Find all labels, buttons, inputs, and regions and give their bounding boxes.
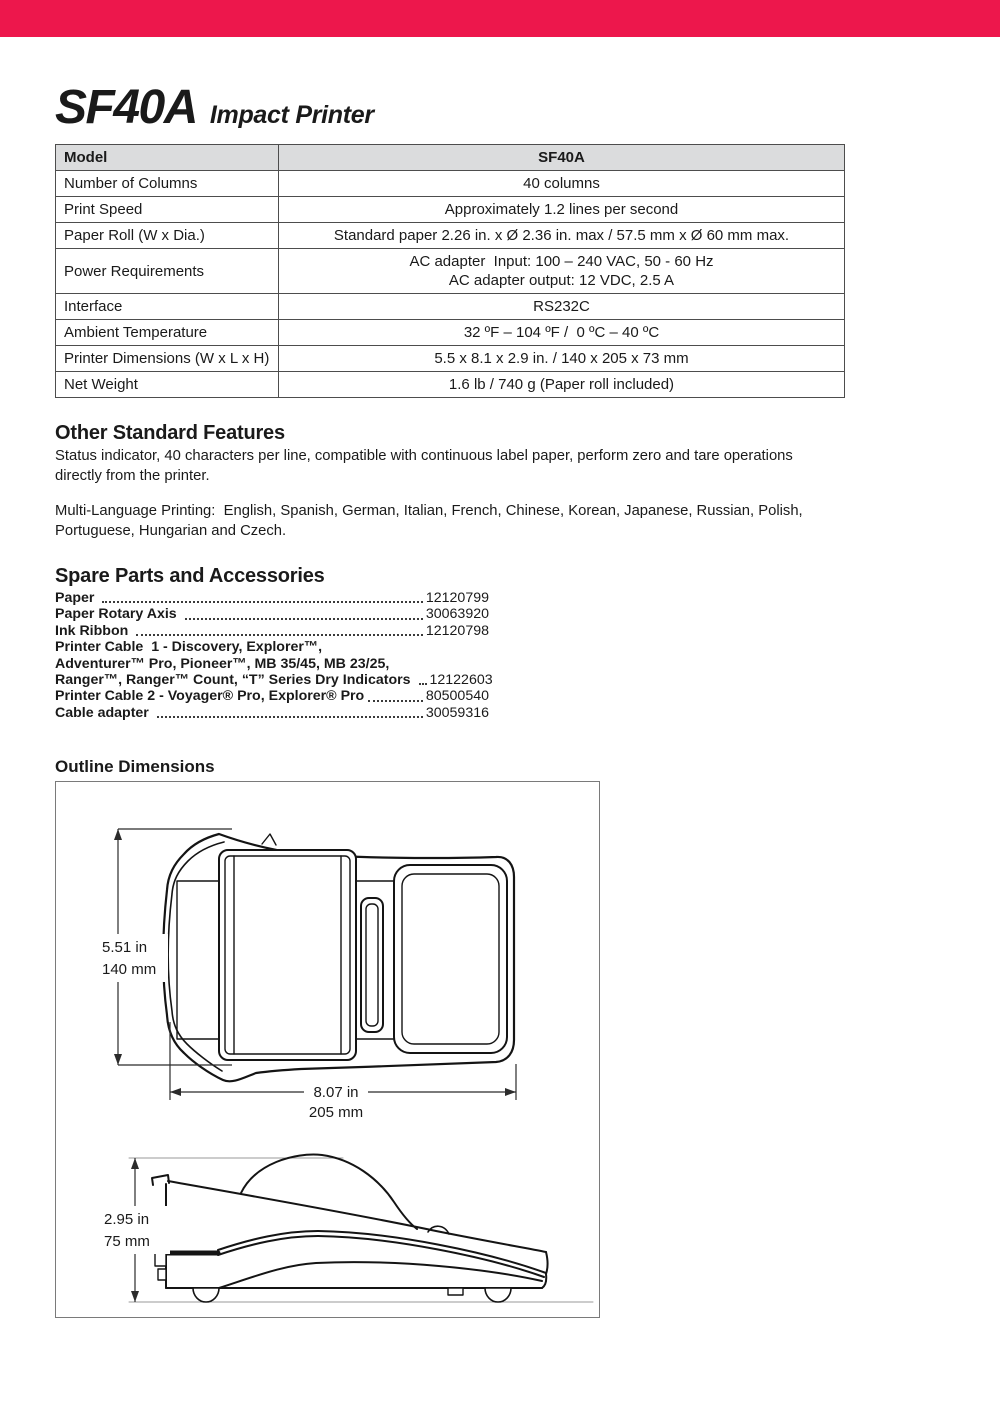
side-view-height-inches-label: 2.95 in (104, 1211, 150, 1229)
spec-value-cell: 40 columns (279, 171, 845, 197)
spec-table-row (56, 171, 845, 197)
spare-part-label: Ink Ribbon (55, 622, 133, 639)
printer-side-view-drawing (129, 1155, 593, 1302)
spare-parts-heading: Spare Parts and Accessories (55, 565, 325, 587)
spec-value-cell: RS232C (279, 294, 845, 320)
top-view-height-dimension (94, 829, 232, 1065)
spec-table-row (56, 249, 845, 294)
spec-value-cell: 32 ºF – 104 ºF / 0 ºC – 40 ºC (279, 320, 845, 346)
spare-part-number: 30059316 (425, 704, 489, 721)
printer-foot (485, 1288, 511, 1302)
spec-label-cell: Interface (56, 294, 279, 320)
arrow-up-icon (114, 829, 122, 840)
spec-table-row (56, 320, 845, 346)
dotted-leader (419, 683, 427, 685)
arrow-left-icon (170, 1088, 181, 1096)
spec-value-cell: 5.5 x 8.1 x 2.9 in. / 140 x 205 x 73 mm (279, 346, 845, 372)
outline-dimensions-diagram (56, 782, 599, 1317)
spec-label-cell: Model (56, 145, 279, 171)
dotted-leader (185, 618, 423, 620)
paragraph-line: Multi-Language Printing: English, Spanish, German, Italian, French, Chinese, Korean, Japanese, Russian, Polish, (55, 503, 803, 519)
spec-value-cell: AC adapter Input: 100 – 240 VAC, 50 - 60 Hz AC adapter output: 12 VDC, 2.5 A (279, 249, 845, 294)
spare-part-label: Ranger™, Ranger™ Count, “T” Series Dry Indicators (55, 672, 415, 689)
product-model-title: SF40A (55, 81, 197, 134)
spec-label-cell: Number of Columns (56, 171, 279, 197)
paragraph-line: directly from the printer. (55, 468, 210, 484)
spare-part-line (55, 639, 489, 655)
spec-table-row (56, 223, 845, 249)
accent-top-bar (0, 0, 1000, 37)
features-section (55, 422, 845, 541)
outline-diagram-box (55, 781, 600, 1318)
spare-part-line (55, 623, 489, 639)
spare-part-number: 12120799 (425, 590, 489, 606)
printer-foot (193, 1288, 219, 1302)
paragraph-line: Status indicator, 40 characters per line, compatible with continuous label paper, perform zero and tare operations (55, 448, 793, 464)
spec-table (55, 144, 845, 398)
spare-parts-list (55, 590, 493, 721)
spare-part-label: Cable adapter (55, 704, 153, 721)
arrow-right-icon (505, 1088, 516, 1096)
page-title (55, 82, 845, 134)
arrow-down-icon (114, 1054, 122, 1065)
connector (158, 1269, 166, 1280)
spare-part-line (55, 606, 489, 622)
spare-part-line (55, 590, 489, 606)
spare-parts-section (55, 565, 845, 721)
product-type-title: Impact Printer (209, 101, 374, 129)
top-view-height-mm-label: 140 mm (102, 961, 157, 979)
spare-part-label: Printer Cable 2 - Voyager® Pro, Explorer® Pro (55, 688, 365, 705)
spec-label-cell: Net Weight (56, 372, 279, 398)
spec-table-row (56, 197, 845, 223)
spec-table-row (56, 294, 845, 320)
spec-value-cell: 1.6 lb / 740 g (Paper roll included) (279, 372, 845, 398)
spare-part-label: Paper Rotary Axis (55, 606, 181, 623)
spare-part-label: Printer Cable 1 - Discovery, Explorer™, (55, 639, 323, 656)
top-view-width-mm-label: 205 mm (308, 1104, 364, 1122)
features-heading: Other Standard Features (55, 422, 285, 444)
spare-part-line (55, 688, 489, 704)
printer-top-view-drawing (163, 834, 514, 1081)
dotted-leader (102, 601, 423, 603)
top-view-height-inches-label: 5.51 in (102, 939, 148, 957)
spec-value-cell: Approximately 1.2 lines per second (279, 197, 845, 223)
spec-table-row (56, 372, 845, 398)
spare-part-line (55, 705, 489, 721)
top-view-width-inches-label: 8.07 in (313, 1084, 359, 1102)
spec-label-cell: Paper Roll (W x Dia.) (56, 223, 279, 249)
spec-value-cell: Standard paper 2.26 in. x Ø 2.36 in. max / 57.5 mm x Ø 60 mm max. (279, 223, 845, 249)
spare-part-number: 30063920 (425, 606, 489, 623)
spec-table-row (56, 346, 845, 372)
arrow-up-icon (131, 1158, 139, 1169)
features-paragraph (55, 446, 845, 486)
spec-value-cell: SF40A (279, 145, 845, 171)
spec-table-header-row (56, 145, 845, 171)
spare-part-number: 12122603 (429, 672, 493, 689)
spare-part-number: 80500540 (425, 688, 489, 705)
spare-part-label: Paper (55, 590, 99, 606)
spec-label-cell: Print Speed (56, 197, 279, 223)
arrow-down-icon (131, 1291, 139, 1302)
outline-section (55, 757, 845, 1318)
spec-label-cell: Printer Dimensions (W x L x H) (56, 346, 279, 372)
side-view-height-mm-label: 75 mm (104, 1233, 150, 1251)
spare-part-label: Adventurer™ Pro, Pioneer™, MB 35/45, MB 23/25, (55, 655, 390, 672)
spare-part-line (55, 672, 493, 689)
spec-table-body (56, 145, 845, 398)
outline-heading: Outline Dimensions (55, 757, 215, 777)
dotted-leader (136, 634, 423, 636)
spare-part-line (55, 656, 489, 672)
dotted-leader (368, 700, 423, 702)
multilanguage-paragraph (55, 501, 845, 541)
spec-label-cell: Power Requirements (56, 249, 279, 294)
spec-label-cell: Ambient Temperature (56, 320, 279, 346)
spare-part-number: 12120798 (425, 622, 489, 639)
paragraph-line: Portuguese, Hungarian and Czech. (55, 523, 287, 539)
dotted-leader (157, 716, 423, 718)
